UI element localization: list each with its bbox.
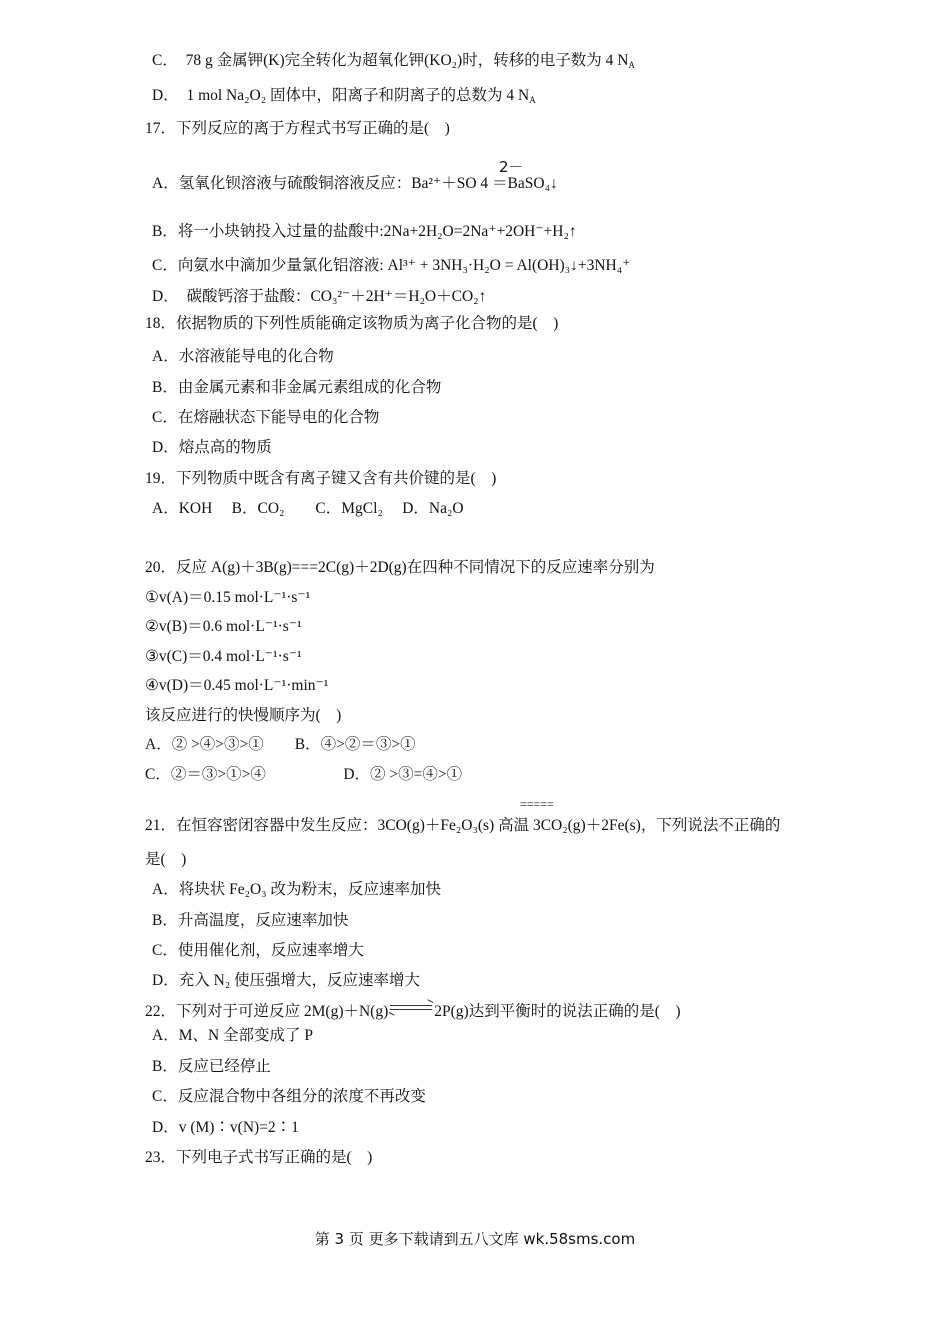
q18-option-d: D．熔点高的物质 <box>152 439 272 456</box>
q21-option-d: D．充入 N₂ 使压强增大，反应速率增大 <box>152 972 421 989</box>
q20-prompt: 该反应进行的快慢顺序为( ) <box>145 707 342 724</box>
q17-option-d: D． 碳酸钙溶于盐酸：CO₃²⁻＋2H⁺＝H₂O＋CO₂↑ <box>152 288 487 305</box>
question-20: 20．反应 A(g)＋3B(g)===2C(g)＋2D(g)在四种不同情况下的反应速率分别为 <box>145 559 655 576</box>
q17-option-a: A．氢氧化钡溶液与硫酸铜溶液反应：Ba²⁺＋SO 4 ＝BaSO₄↓ <box>152 175 558 192</box>
q18-option-c: C．在熔融状态下能导电的化合物 <box>152 409 380 426</box>
q22-option-d: D．v (M)∶v(N)=2∶1 <box>152 1119 299 1136</box>
q21-option-c: C．使用催化剂，反应速率增大 <box>152 942 364 959</box>
q16-option-c: C． 78 g 金属钾(K)完全转化为超氧化钾(KO₂)时，转移的电子数为 4 $N_A$ <box>152 52 635 70</box>
q20-rate-1: ①v(A)＝0.15 mol·L⁻¹·s⁻¹ <box>145 589 311 606</box>
question-21: 21．在恒容密闭容器中发生反应：3CO(g)＋Fe₂O₃(s) 高温 3CO₂(g)＋2Fe(s)，下列说法不正确的 <box>145 817 781 834</box>
question-18: 18．依据物质的下列性质能确定该物质为离子化合物的是( ) <box>145 315 559 332</box>
q19-options: A．KOH B．CO₂ C．MgCl₂ D．Na₂O <box>152 500 464 517</box>
q17-option-c: C．向氨水中滴加少量氯化铝溶液: Al³⁺ + 3NH₃·H₂O = Al(OH)₃↓+3NH₄⁺ <box>152 257 631 274</box>
q21-option-a: A．将块状 Fe₂O₃ 改为粉末，反应速率加快 <box>152 881 441 898</box>
q22-option-a: A．M、N 全部变成了 P <box>152 1027 314 1044</box>
question-22: 22．下列对于可逆反应 2M(g)＋N(g) 2P(g)达到平衡时的说法正确的是( ) <box>145 1002 681 1022</box>
question-21-continued: 是( ) <box>145 851 187 868</box>
q22-option-c: C．反应混合物中各组分的浓度不再改变 <box>152 1088 426 1105</box>
q17-option-b: B．将一小块钠投入过量的盐酸中:2Na+2H₂O=2Na⁺+2OH⁻+H₂↑ <box>152 223 577 240</box>
q16-option-d: D． 1 mol Na₂O₂ 固体中，阳离子和阴离子的总数为 4 $N_A$ <box>152 87 536 105</box>
q20-rate-4: ④v(D)＝0.45 mol·L⁻¹·min⁻¹ <box>145 677 329 694</box>
q18-option-b: B．由金属元素和非金属元素组成的化合物 <box>152 379 442 396</box>
q21-option-b: B．升高温度，反应速率加快 <box>152 912 349 929</box>
question-17: 17．下列反应的离于方程式书写正确的是( ) <box>145 120 450 137</box>
q18-option-a: A．水溶液能导电的化合物 <box>152 348 334 365</box>
equilibrium-arrow-icon <box>390 1003 432 1013</box>
question-23: 23．下列电子式书写正确的是( ) <box>145 1149 373 1166</box>
q21-condition-marks: ===== <box>520 797 554 811</box>
q22-option-b: B．反应已经停止 <box>152 1058 271 1075</box>
question-19: 19．下列物质中既含有离子键又含有共价键的是( ) <box>145 470 497 487</box>
page-footer: 第 3 页 更多下载请到五八文库 wk.58sms.com <box>314 1230 636 1248</box>
q17a-charge: 2－ <box>499 158 524 176</box>
q20-options-cd: C．②＝③>①>④ D．② >③=④>① <box>145 766 463 783</box>
q20-rate-2: ②v(B)＝0.6 mol·L⁻¹·s⁻¹ <box>145 618 302 635</box>
q20-options-ab: A．② >④>③>① B．④>②＝③>① <box>145 736 416 753</box>
q20-rate-3: ③v(C)＝0.4 mol·L⁻¹·s⁻¹ <box>145 648 302 665</box>
